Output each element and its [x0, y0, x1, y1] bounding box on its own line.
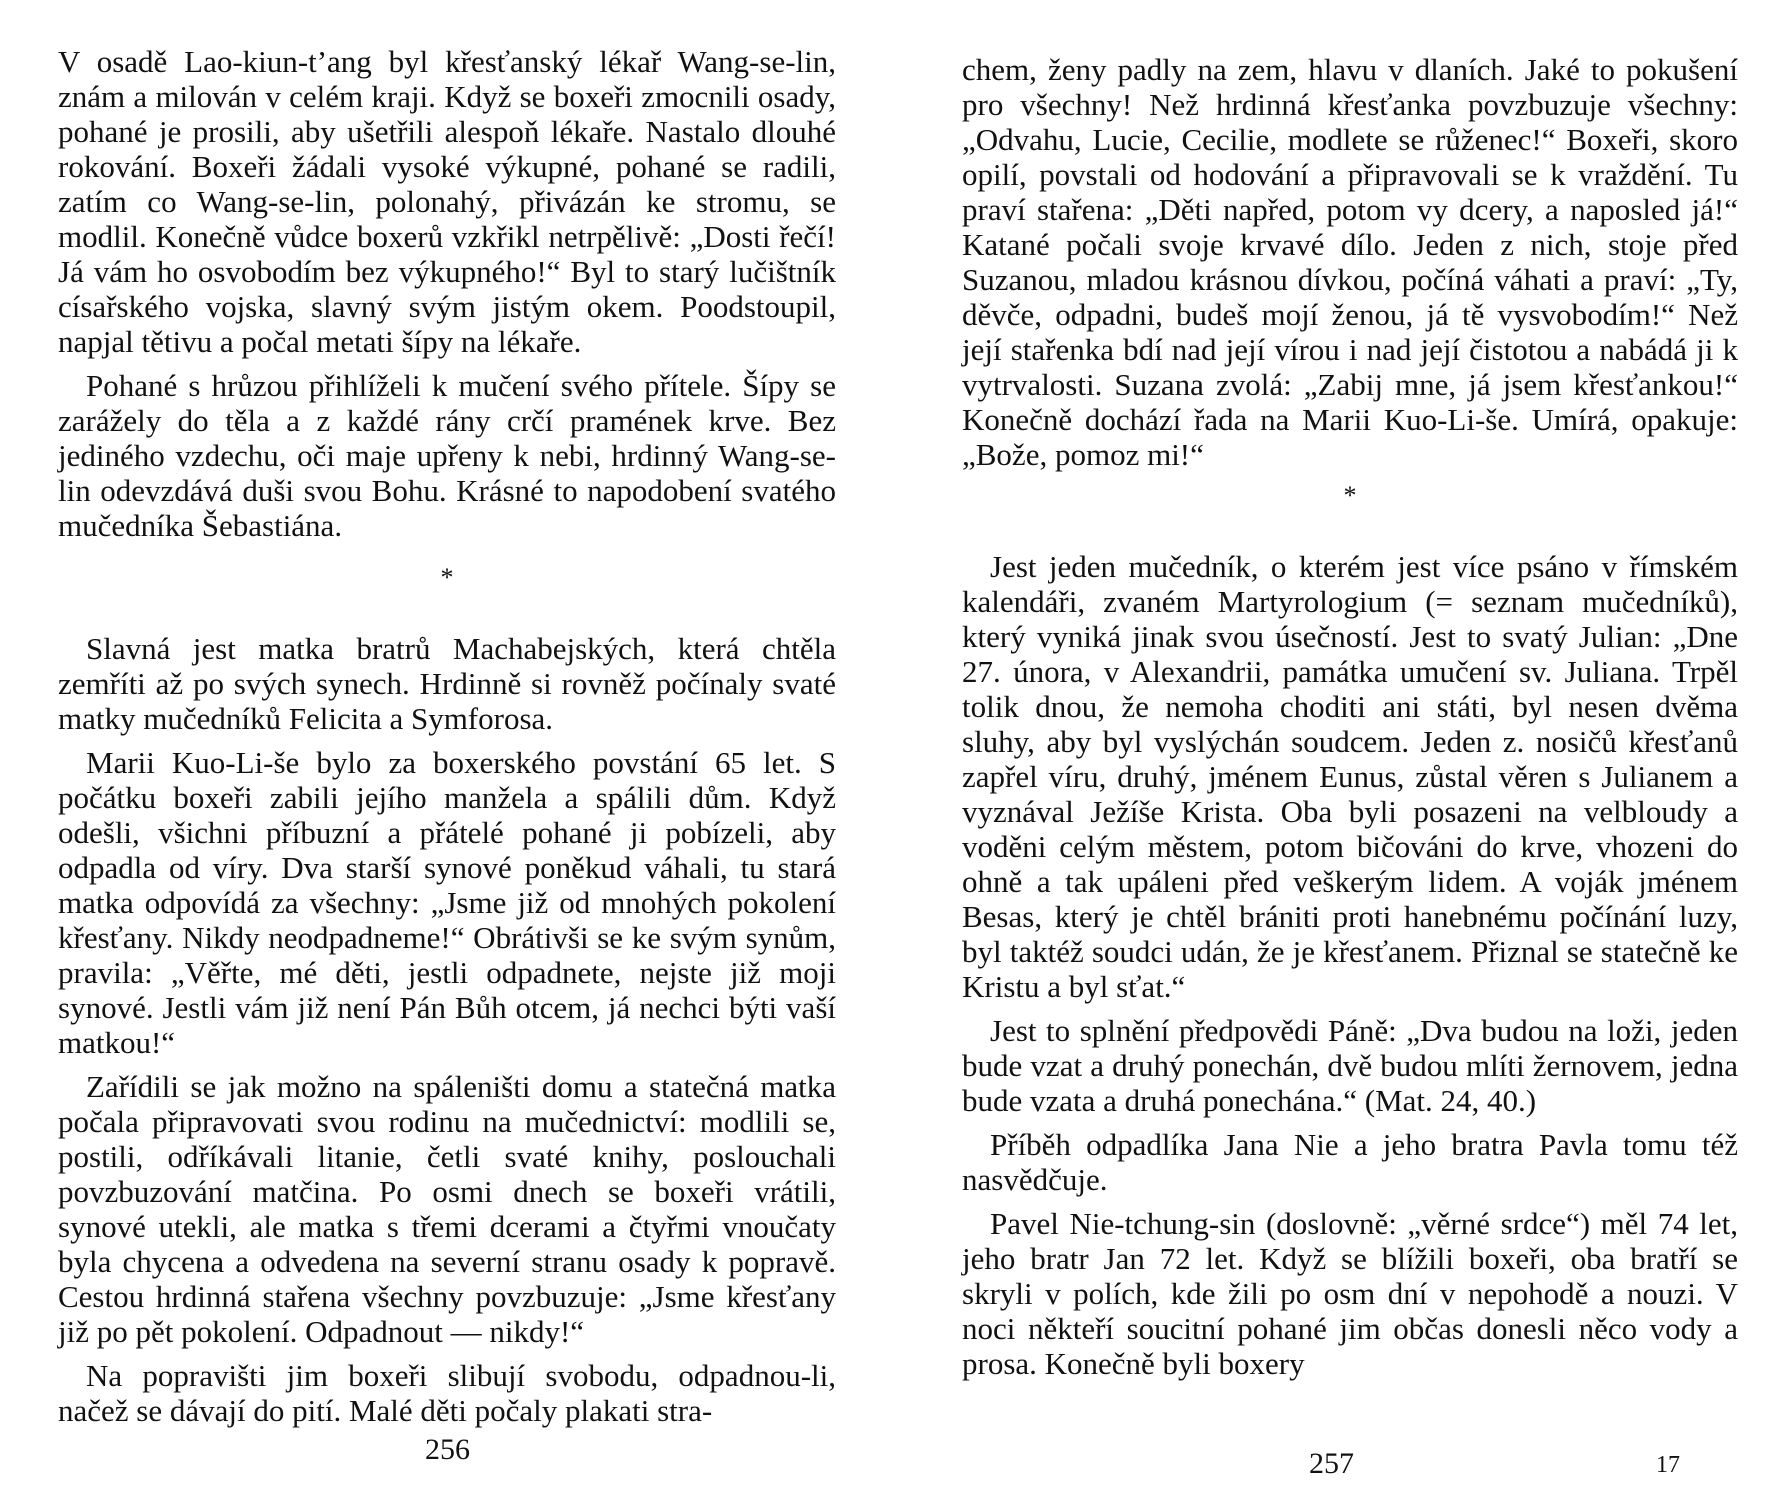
paragraph: Příběh odpadlíka Jana Nie a jeho bratra Pavla tomu též nasvědčuje. — [962, 1127, 1738, 1197]
paragraph: Zařídili se jak možno na spáleništi domu a statečná matka počala připravovati svou rodinu na mučednictví: modlili se, postili, odříkávali litanie, četli svaté knihy, poslouchali povzbuzování matčina. Po osmi dnech se boxeři vrátili, synové utekli, ale matka s třemi dcerami a čtyřmi vnoučaty byla chycena a odvedena na severní stranu osady k popravě. Cestou hrdinná stařena všechny povzbuzuje: „Jsme křesťany již po pět pokolení. Odpadnout — nikdy!“ — [58, 1069, 836, 1349]
paragraph: Slavná jest matka bratrů Machabejských, která chtěla zemříti až po svých synech. Hrdinně si rovněž počínaly svaté matky mučedníků Felicita a Symforosa. — [58, 631, 836, 736]
paragraph: Pavel Nie-tchung-sin (doslovně: „věrné srdce“) měl 74 let, jeho bratr Jan 72 let. Když se blížili boxeři, oba bratří se skryli v polích, kde žili po osm dní v nepohodě a nouzi. V noci někteří soucitní pohané jim občas donesli něco vody a prosa. Konečně byli boxery — [962, 1206, 1738, 1381]
section-divider-asterisk: * — [440, 563, 454, 592]
paragraph: Pohané s hrůzou přihlíželi k mučení svého přítele. Šípy se zarážely do těla a z každé rány crčí pramének krve. Bez jediného vzdechu, oči maje upřeny k nebi, hrdinný Wang-se-lin odevzdává duši svou Bohu. Krásné to napodobení svatého mučedníka Šebastiána. — [58, 368, 836, 543]
signature-mark: 17 — [1656, 1452, 1680, 1478]
page-number: 256 — [425, 1433, 470, 1466]
left-text-column — [58, 44, 836, 1437]
right-page — [887, 0, 1774, 1500]
paragraph: V osadě Lao-kiun-t’ang byl křesťanský lékař Wang-se-lin, znám a milován v celém kraji. Když se boxeři zmocnili osady, pohané je prosili, aby ušetřili alespoň lékaře. Nastalo dlouhé rokování. Boxeři žádali vysoké výkupné, pohané se radili, zatím co Wang-se-lin, polonahý, přivázán ke stromu, se modlil. Konečně vůdce boxerů vzkřikl netrpělivě: „Dosti řečí! Já vám ho osvobodím bez výkupného!“ Byl to starý lučištník císařského vojska, slavný svým jistým okem. Poodstoupil, napjal tětivu a počal metati šípy na lékaře. — [58, 44, 836, 359]
paragraph: Marii Kuo-Li-še bylo za boxerského povstání 65 let. S počátku boxeři zabili jejího manžela a spálili dům. Když odešli, všichni příbuzní a přátelé pohané ji pobízeli, aby odpadla od víry. Dva starší synové poněkud váhali, tu stará matka odpovídá za všechny: „Jsme již od mnohých pokolení křesťany. Nikdy neodpadneme!“ Obrátivši se ke svým synům, pravila: „Věřte, mé děti, jestli odpadnete, nejste již moji synové. Jestli vám již není Pán Bůh otcem, já nechci býti vaší matkou!“ — [58, 745, 836, 1060]
paragraph: Jest to splnění předpovědi Páně: „Dva budou na loži, jeden bude vzat a druhý ponechán, dvě budou mlíti žernovem, jedna bude vzata a druhá ponechána.“ (Mat. 24, 40.) — [962, 1013, 1738, 1118]
paragraph: Na popravišti jim boxeři slibují svobodu, odpadnou-li, načež se dávají do pití. Malé děti počaly plakati stra- — [58, 1358, 836, 1428]
section-divider-asterisk: * — [1343, 481, 1357, 510]
paragraph: chem, ženy padly na zem, hlavu v dlaních. Jaké to pokušení pro všechny! Než hrdinná křesťanka povzbuzuje všechny: „Odvahu, Lucie, Cecilie, modlete se růženec!“ Boxeři, skoro opilí, povstali od hodování a připravovali se k vraždění. Tu praví stařena: „Děti napřed, potom vy dcery, a naposled já!“ Katané počali svoje krvavé dílo. Jeden z nich, stoje před Suzanou, mladou krásnou dívkou, počíná váhati a praví: „Ty, děvče, odpadni, budeš mojí ženou, já tě vysvobodím!“ Než její stařenka bdí nad její vírou i nad její čistotou a nabádá ji k vytrvalosti. Suzana zvolá: „Zabij mne, já jsem křesťankou!“ Konečně dochází řada na Marii Kuo-Li-še. Umírá, opakuje: „Bože, pomoz mi!“ — [962, 52, 1738, 472]
paragraph: Jest jeden mučedník, o kterém jest více psáno v římském kalendáři, zvaném Martyrologium (= seznam mučedníků), který vyniká jinak svou úsečností. Jest to svatý Julian: „Dne 27. února, v Alexandrii, památka umučení sv. Juliana. Trpěl tolik dnou, že nemoha choditi ani státi, byl nesen dvěma sluhy, aby byl vyslýchán soudcem. Jeden z. nosičů křesťanů zapřel víru, druhý, jménem Eunus, zůstal věren s Julianem a vyznával Ježíše Krista. Oba byli posazeni na velbloudy a voděni celým městem, potom bičováni do krve, vhozeni do ohně a tak upáleni před veškerým lidem. A voják jménem Besas, který je chtěl brániti proti hanebnému počínání luzy, byl taktéž soudci udán, že je křesťanem. Přiznal se statečně ke Kristu a byl sťat.“ — [962, 549, 1738, 1004]
page-number: 257 — [1309, 1447, 1354, 1480]
right-text-column — [962, 52, 1738, 1390]
